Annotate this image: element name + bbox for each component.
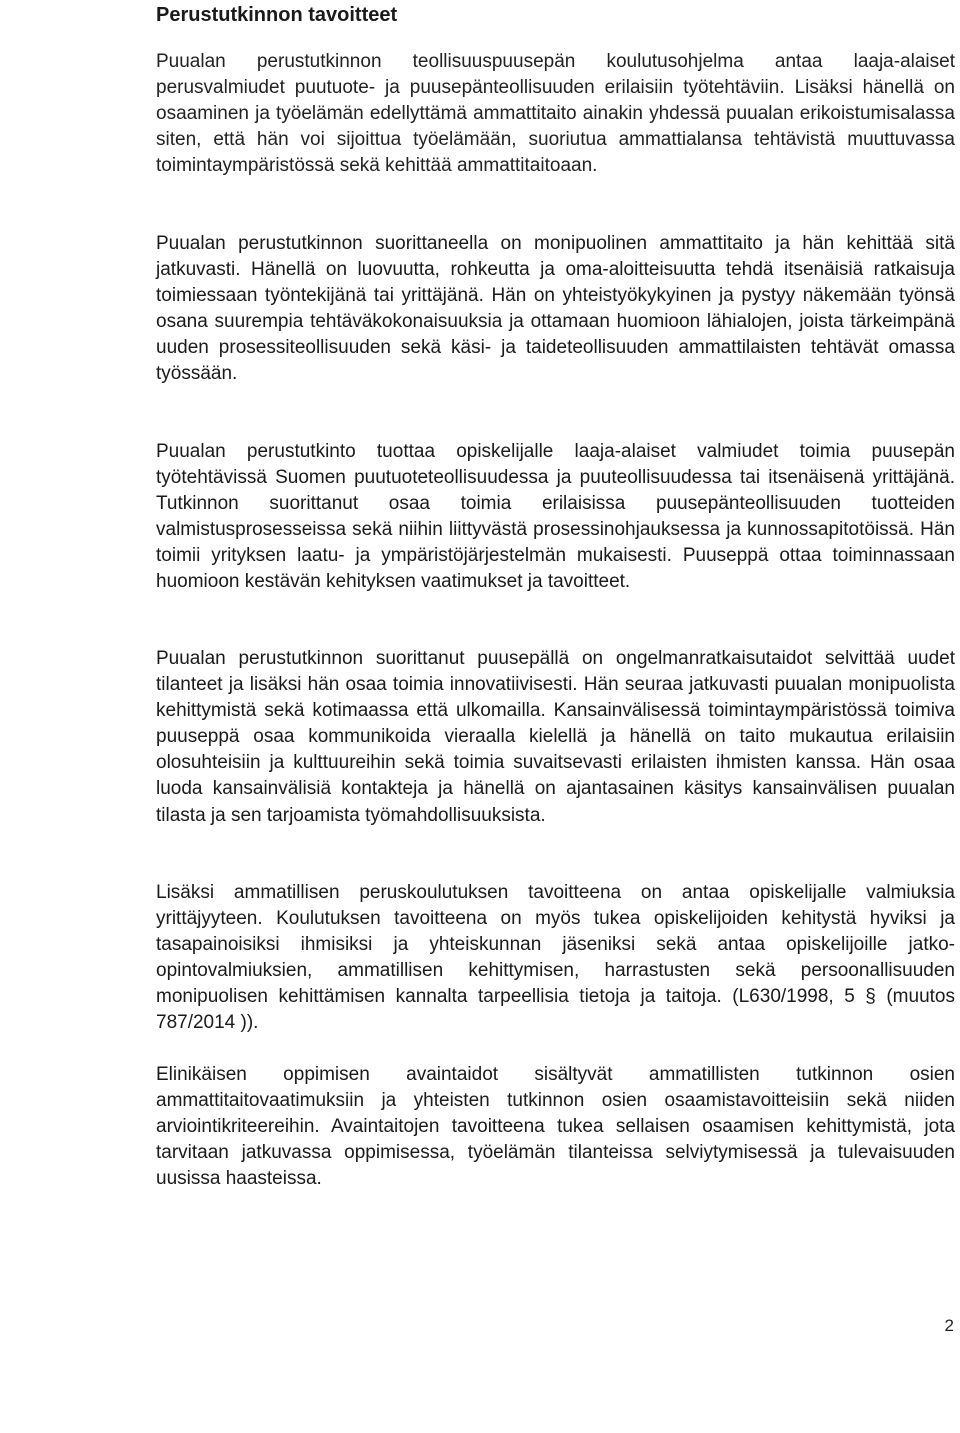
paragraph-readiness: Puualan perustutkinto tuottaa opiskelijalle laaja-alaiset valmiudet toimia puusepän työtehtävissä Suomen puutuoteteollisuudessa ja puuteollisuudessa tai itsenäisenä yrittäjänä. Tutkinnon suorittanut osaa toimia erilaisissa puusepänteollisuuden tuotteiden valmistusprosesseissa sekä niihin liittyvästä prosessinohjauksessa ja kunnossapitotöissä. Hän toimii yrityksen laatu- ja ympäristöjärjestelmän mukaisesti. Puuseppä ottaa toiminnassaan huomioon kestävän kehityksen vaatimukset ja tavoitteet. (156, 441, 955, 593)
section-heading: Perustutkinnon tavoitteet (156, 4, 398, 26)
paragraph-key-skills: Elinikäisen oppimisen avaintaidot sisältyvät ammatillisten tutkinnon osien ammattitaitovaatimuksiin ja yhteisten tutkinnon osien osaamistavoitteisiin sekä niiden arviointikriteereihin. Avaintaitojen tavoitteena tukea sellaisen osaamisen kehittymistä, jota tarvitaan jatkuvassa oppimisessa, työelämän tilanteissa selviytymisessä ja tulevaisuuden uusissa haasteissa. (156, 1064, 955, 1190)
page-number: 2 (944, 1316, 954, 1335)
paragraph-goals-intro: Puualan perustutkinnon teollisuuspuusepän koulutusohjelma antaa laaja-alaiset perusvalmiudet puutuote- ja puusepänteollisuuden erilaisiin työtehtäviin. Lisäksi hänellä on osaaminen ja työelämän edellyttämä ammattitaito ainakin yhdessä puualan erikoistumisalassa siten, että hän voi sijoittua työelämään, suoriutua ammattialansa tehtävistä muuttuvassa toimintaympäristössä sekä kehittää ammattitaitoaan. (156, 51, 955, 177)
paragraph-entrepreneurship: Lisäksi ammatillisen peruskoulutuksen tavoitteena on antaa opiskelijalle valmiuksia yrittäjyyteen. Koulutuksen tavoitteena on myös tukea opiskelijoiden kehitystä hyviksi ja tasapainoisiksi ihmisiksi ja yhteiskunnan jäseniksi sekä antaa opiskelijoille jatko-opintovalmiuksien, ammatillisen kehittymisen, harrastusten sekä persoonallisuuden monipuolisen kehittämisen kannalta tarpeellisia tietoja ja taitoja. (L630/1998, 5 § (muutos 787/2014 )). (156, 882, 955, 1034)
paragraph-problem-solving: Puualan perustutkinnon suorittanut puusepällä on ongelmanratkaisutaidot selvittää uudet tilanteet ja lisäksi hän osaa toimia innovatiivisesti. Hän seuraa jatkuvasti puualan monipuolista kehittymistä sekä kotimaassa että ulkomailla. Kansainvälisessä toimintaympäristössä toimiva puuseppä osaa kommunikoida vieraalla kielellä ja hänellä on taito mukautua erilaisiin olosuhteisiin ja kulttuureihin sekä toimia suvaitsevasti erilaisten ihmisten kanssa. Hän osaa luoda kansainvälisiä kontakteja ja hänellä on ajantasainen käsitys kansainvälisen puualan tilasta ja sen tarjoamista työmahdollisuuksista. (156, 648, 955, 826)
paragraph-skills: Puualan perustutkinnon suorittaneella on monipuolinen ammattitaito ja hän kehittää sitä jatkuvasti. Hänellä on luovuutta, rohkeutta ja oma-aloitteisuutta tehdä itsenäisiä ratkaisuja toimiessaan työntekijänä tai yrittäjänä. Hän on yhteistyökykyinen ja pystyy näkemään työnsä osana suurempia tehtäväkokonaisuuksia ja ottamaan huomioon lähialojen, joista tärkeimpänä uuden prosessiteollisuuden sekä käsi- ja taideteollisuuden ammattilaisten tehtävät omassa työssään. (156, 233, 955, 385)
